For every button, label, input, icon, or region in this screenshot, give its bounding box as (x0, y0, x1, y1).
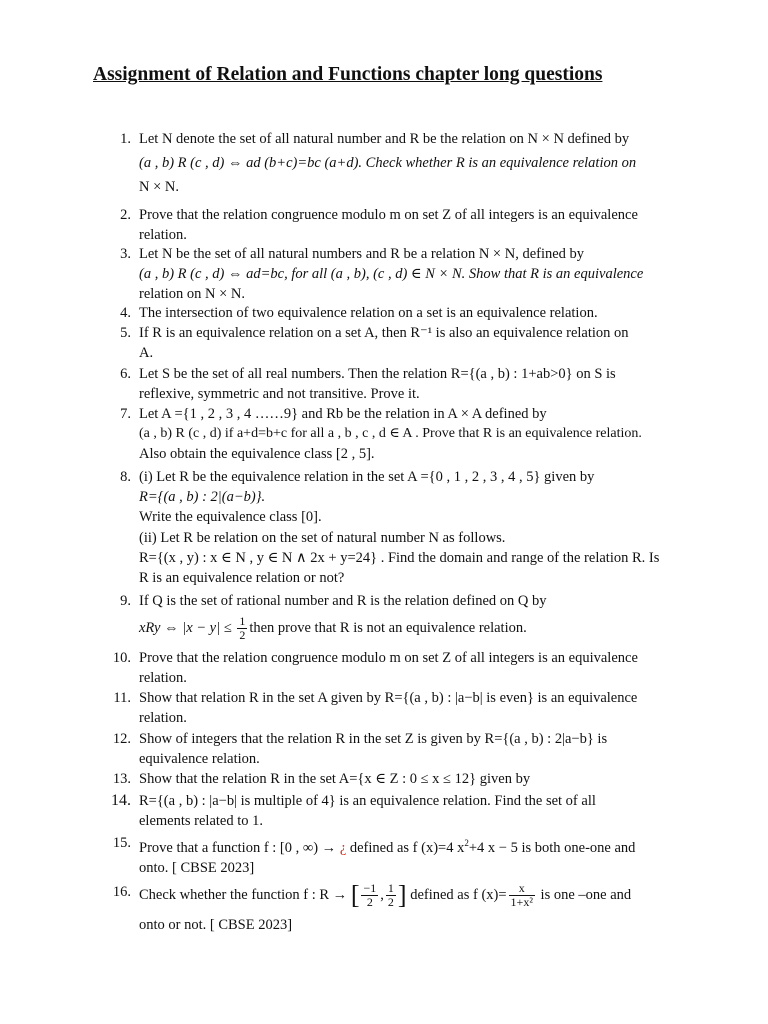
question-line: relation on N × N. (139, 286, 246, 303)
bracket-open: [ (350, 880, 360, 910)
question-number: 10. (112, 650, 131, 666)
question-line: Show that relation R in the set A given by R={(a , b) : |a−b| is even} is an equivalence (139, 690, 638, 706)
unrendered-symbol: ¿ (339, 839, 347, 856)
question-line: R={(x , y) : x ∈ N , y ∈ N ∧ 2x + y=24} . Find the domain and range of the relation R. Is (139, 549, 660, 566)
question-line: Show that the relation R in the set A={x ∈ Z : 0 ≤ x ≤ 12} given by (139, 771, 531, 787)
question-line: R is an equivalence relation or not? (139, 570, 345, 587)
question-text (139, 729, 679, 769)
question-line: (ii) Let R be relation on the set of natural number N as follows. (139, 529, 506, 546)
question-number: 6. (120, 366, 131, 382)
fraction-denominator: 2 (387, 895, 394, 909)
question-line: Let S be the set of all real numbers. Then the relation R={(a , b) : 1+ab>0} on S is (139, 366, 616, 382)
formula-text: defined as f (x)=4 x (346, 839, 465, 856)
question-text (139, 688, 679, 728)
question-line: (a , b) R (c , d) ⇔ ad (b+c)=bc (a+d). Check whether R is an equivalence relation on (139, 155, 637, 172)
bracket-close: ] (397, 880, 407, 910)
question-line: If Q is the set of rational number and R is the relation defined on Q by (139, 593, 547, 609)
question-line: onto or not. [ CBSE 2023] (139, 917, 293, 933)
question-text (139, 205, 679, 245)
fraction-numerator: 1 (239, 614, 246, 629)
formula-text: defined as f (x)= (406, 886, 507, 903)
formula-text: xRy ⇔ |x − y| ≤ (139, 620, 236, 637)
question-line: reflexive, symmetric and not transitive. Prove it. (139, 386, 420, 403)
formula-text: is one –one and (536, 886, 632, 903)
fraction-denominator: 1+x² (510, 895, 533, 909)
question-text (139, 404, 679, 465)
question-line: (a , b) R (c , d) ⇔ ad=bc, for all (a , b), (c , d) ∈ N × N. Show that R is an equivalence (139, 266, 644, 283)
question-line: relation. (139, 227, 187, 244)
question-text (139, 129, 679, 198)
question-line: N × N. (139, 179, 179, 196)
question-text (139, 882, 679, 935)
fraction-numerator: 1 (387, 881, 394, 895)
question-text (139, 323, 679, 363)
question-text (139, 364, 679, 404)
question-line: R={(a , b) : 2|(a−b)}. (139, 489, 266, 506)
question-line: Check whether the function f : R → [ $\frac{-1}{2}$ , $\frac{1}{2}$ ] defined as f (x)= $\frac{x}{\text{1+x²}}$ is one –one and (139, 880, 632, 910)
question-number: 5. (120, 325, 131, 341)
question-line: Let N denote the set of all natural number and R be the relation on N × N defined by (139, 131, 630, 147)
question-number: 4. (120, 305, 131, 321)
question-text (139, 791, 679, 831)
question-line (139, 833, 679, 858)
question-number: 7. (120, 406, 131, 422)
question-text (139, 303, 679, 323)
question-text (139, 467, 679, 588)
question-number: 9. (120, 593, 131, 609)
question-line: If R is an equivalence relation on a set A, then R⁻¹ is also an equivalence relation on (139, 325, 629, 341)
fraction (361, 882, 378, 909)
question-line: Prove that the relation congruence modulo m on set Z of all integers is an equivalence (139, 650, 638, 666)
fraction-numerator: −1 (363, 881, 377, 895)
formula-text: +4 x − 5 is both one-one and (468, 839, 636, 856)
question-line: Also obtain the equivalence class [2 , 5]. (139, 446, 375, 463)
question-number: 14. (111, 792, 131, 809)
question-number: 13. (112, 771, 131, 787)
question-line: Write the equivalence class [0]. (139, 509, 322, 526)
fraction-denominator: 2 (239, 628, 246, 643)
formula-text: then prove that R is not an equivalence relation. (249, 620, 527, 637)
question-number: 12. (112, 731, 131, 747)
fraction (237, 615, 247, 642)
question-number: 2. (120, 207, 131, 223)
question-number: 16. (112, 884, 131, 900)
fraction-numerator: x (509, 882, 535, 896)
question-line (139, 615, 679, 642)
question-line: onto. [ CBSE 2023] (139, 860, 255, 877)
question-number: 8. (120, 469, 131, 485)
question-line: Show of integers that the relation R in the set Z is given by R={(a , b) : 2|a−b} is (139, 731, 608, 747)
formula-text: Check whether the function f : R → (139, 886, 351, 903)
question-line: (a , b) R (c , d) if a+d=b+c for all a , b , c , d ∈ A . Prove that R is an equivalence relation. (139, 426, 642, 442)
question-number: 15. (112, 835, 131, 851)
question-number: 11. (113, 690, 131, 706)
question-text (139, 769, 679, 789)
question-text (139, 591, 679, 642)
question-line: elements related to 1. (139, 813, 264, 830)
question-line: relation. (139, 710, 187, 727)
question-number: 1. (120, 131, 131, 147)
question-text (139, 648, 679, 688)
question-line: Let A ={1 , 2 , 3 , 4 ……9} and Rb be the relation in A × A defined by (139, 406, 547, 422)
fraction (509, 882, 535, 909)
question-text (139, 244, 679, 305)
formula-text: Prove that a function f : [0 , ∞) → (139, 839, 340, 856)
question-text (139, 833, 679, 878)
fraction-denominator: 2 (366, 895, 373, 909)
question-line: equivalence relation. (139, 751, 260, 768)
question-line: (i) Let R be the equivalence relation in the set A ={0 , 1 , 2 , 3 , 4 , 5} given by (139, 469, 595, 485)
fraction (386, 882, 396, 909)
question-line: The intersection of two equivalence relation on a set is an equivalence relation. (139, 305, 598, 321)
question-line: A. (139, 345, 154, 362)
question-line: relation. (139, 670, 187, 687)
question-line: Prove that the relation congruence modulo m on set Z of all integers is an equivalence (139, 207, 638, 223)
superscript: 2 (464, 838, 469, 848)
question-line: R={(a , b) : |a−b| is multiple of 4} is an equivalence relation. Find the set of all (139, 793, 596, 809)
page-title: Assignment of Relation and Functions chapter long questions (93, 64, 603, 85)
question-line: Let N be the set of all natural numbers and R be a relation N × N, defined by (139, 246, 585, 262)
question-number: 3. (120, 246, 131, 262)
